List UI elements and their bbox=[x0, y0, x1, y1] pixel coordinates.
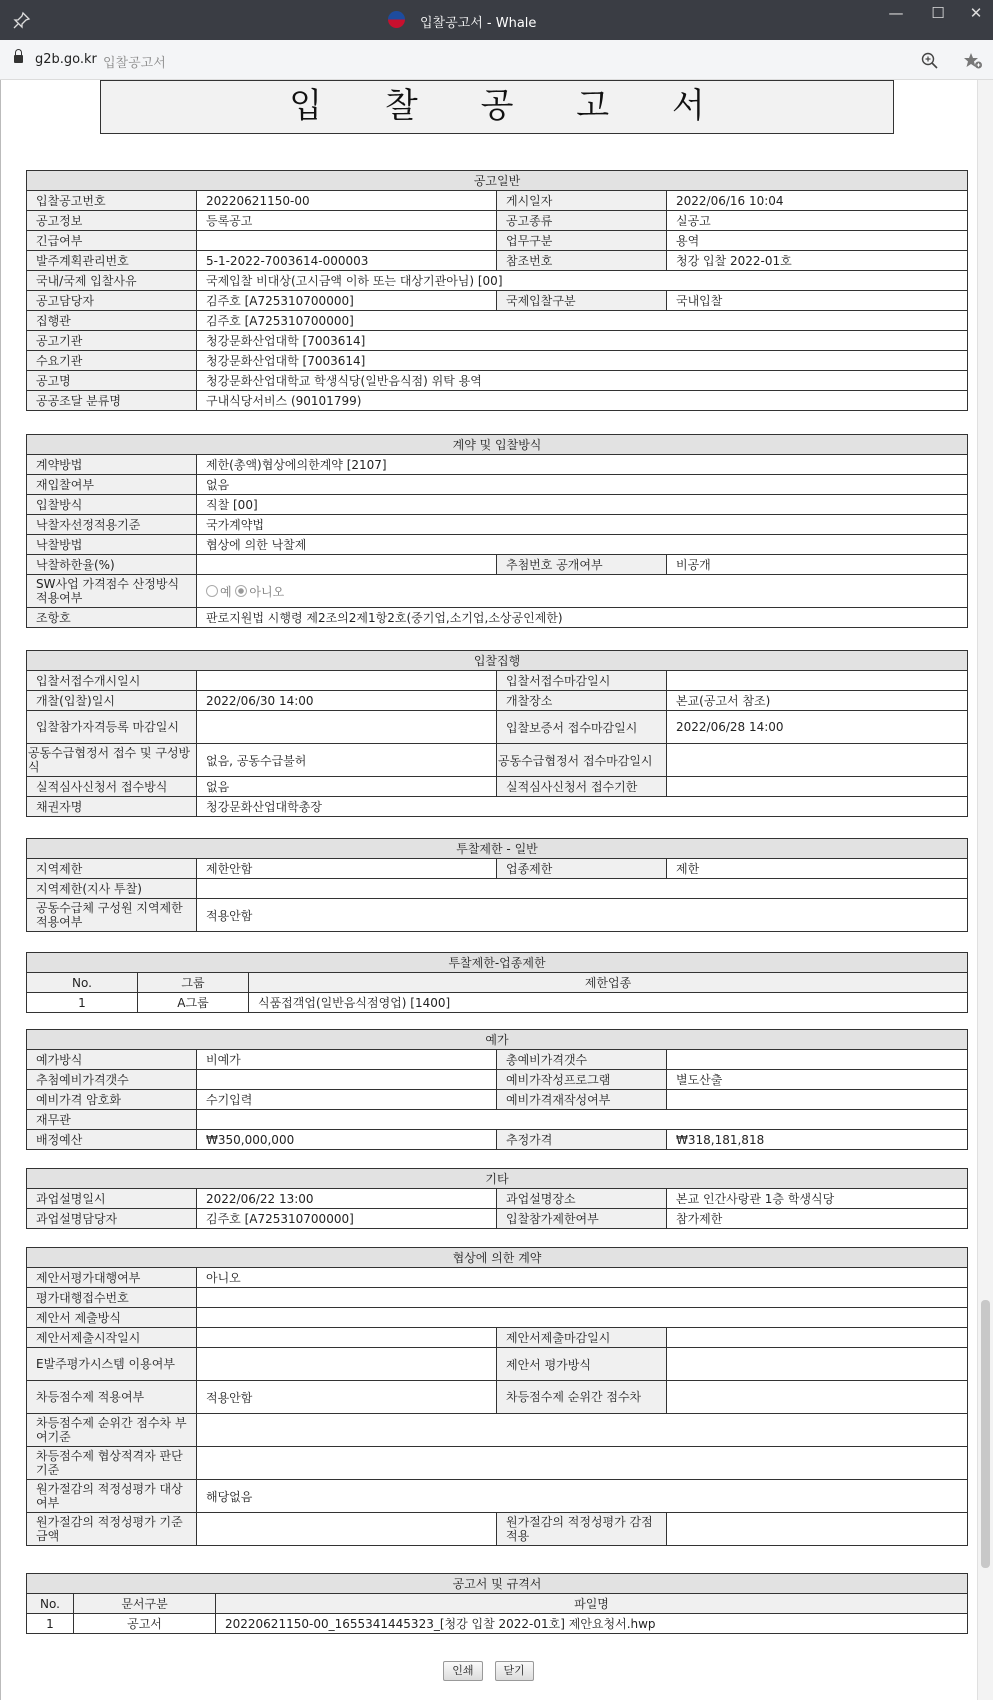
field-label: 배정예산 bbox=[27, 1130, 197, 1150]
column-header: 문서구분 bbox=[74, 1594, 216, 1614]
jv-region-limit: 적용안함 bbox=[197, 899, 968, 932]
field-label: 공공조달 분류명 bbox=[27, 391, 197, 411]
branch-limit bbox=[197, 879, 968, 899]
performance-method: 없음 bbox=[197, 777, 497, 797]
price-section bbox=[26, 1029, 968, 1150]
award-criteria: 국가계약법 bbox=[197, 515, 968, 535]
submit-start bbox=[197, 1328, 497, 1348]
files-section bbox=[26, 1573, 968, 1634]
field-label: 추정가격 bbox=[497, 1130, 667, 1150]
field-label: 지역제한 bbox=[27, 859, 197, 879]
limit-section bbox=[26, 838, 968, 932]
field-label: 공고정보 bbox=[27, 211, 197, 231]
open-place: 본교(공고서 참조) bbox=[667, 691, 968, 711]
field-label: 지역제한(지사 투찰) bbox=[27, 879, 197, 899]
field-label: 원가절감의 적정성평가 기준금액 bbox=[27, 1513, 197, 1546]
price-rewrite bbox=[667, 1090, 968, 1110]
field-label: 예비가격 암호화 bbox=[27, 1090, 197, 1110]
field-label: 입찰방식 bbox=[27, 495, 197, 515]
field-label: 채권자명 bbox=[27, 797, 197, 817]
radio-yes-label: 예 bbox=[220, 584, 232, 599]
cost-penalty bbox=[667, 1513, 968, 1546]
price-method: 비예가 bbox=[197, 1050, 497, 1070]
field-label: 입찰보증서 접수마감일시 bbox=[497, 711, 667, 744]
field-label: 공고담당자 bbox=[27, 291, 197, 311]
field-label: 예비가작성프로그램 bbox=[497, 1070, 667, 1090]
table-row bbox=[27, 993, 968, 1013]
award-method: 협상에 의한 낙찰제 bbox=[197, 535, 968, 555]
price-program: 별도산출 bbox=[667, 1070, 968, 1090]
field-label: 공고종류 bbox=[497, 211, 667, 231]
receipt-end bbox=[667, 671, 968, 691]
region-limit: 제한안함 bbox=[197, 859, 497, 879]
section-header: 투찰제한 - 일반 bbox=[27, 839, 968, 859]
field-label: 과업설명장소 bbox=[497, 1189, 667, 1209]
briefing-place: 본교 인간사랑관 1층 학생식당 bbox=[667, 1189, 968, 1209]
field-label: 개찰장소 bbox=[497, 691, 667, 711]
section-header: 공고일반 bbox=[27, 171, 968, 191]
rebid-flag: 없음 bbox=[197, 475, 968, 495]
column-header: No. bbox=[27, 1594, 74, 1614]
pin-icon[interactable] bbox=[12, 10, 32, 30]
budget: ₩350,000,000 bbox=[197, 1130, 497, 1150]
draw-prices bbox=[197, 1070, 497, 1090]
field-label: 집행관 bbox=[27, 311, 197, 331]
bid-number: 20220621150-00 bbox=[197, 191, 497, 211]
demand-org: 청강문화산업대학 [7003614] bbox=[197, 351, 968, 371]
notice-name: 청강문화산업대학교 학생식당(일반음식점) 위탁 용역 bbox=[197, 371, 968, 391]
jv-deadline bbox=[667, 744, 968, 777]
row-group: A그룹 bbox=[138, 993, 249, 1013]
diff-score: 적용안함 bbox=[197, 1381, 497, 1414]
section-header: 예가 bbox=[27, 1030, 968, 1050]
section-header: 공고서 및 규격서 bbox=[27, 1574, 968, 1594]
field-label: 제안서평가대행여부 bbox=[27, 1268, 197, 1288]
field-label: 업무구분 bbox=[497, 231, 667, 251]
field-label: 조항호 bbox=[27, 608, 197, 628]
participation-limit: 참가제한 bbox=[667, 1209, 968, 1229]
favorites-star-icon[interactable] bbox=[963, 52, 983, 70]
intl-reason: 국제입찰 비대상(고시금액 이하 또는 대상기관아님) [00] bbox=[197, 271, 968, 291]
receipt-start bbox=[197, 671, 497, 691]
site-favicon-icon bbox=[388, 11, 405, 28]
row-no: 1 bbox=[27, 993, 138, 1013]
window-title: 입찰공고서 - Whale bbox=[420, 16, 537, 31]
field-label: 제안서 제출방식 bbox=[27, 1308, 197, 1328]
field-label: 참조번호 bbox=[497, 251, 667, 271]
e-system bbox=[197, 1348, 497, 1381]
plan-number: 5-1-2022-7003614-000003 bbox=[197, 251, 497, 271]
field-label: 추첨예비가격갯수 bbox=[27, 1070, 197, 1090]
field-label: 낙찰하한율(%) bbox=[27, 555, 197, 575]
judge-rule bbox=[197, 1447, 968, 1480]
submit-method bbox=[197, 1308, 968, 1328]
registration-deadline bbox=[197, 711, 497, 744]
field-label: 개찰(입찰)일시 bbox=[27, 691, 197, 711]
column-header: 제한업종 bbox=[249, 973, 968, 993]
field-label: 총예비가격갯수 bbox=[497, 1050, 667, 1070]
field-label: 재입찰여부 bbox=[27, 475, 197, 495]
general-section bbox=[26, 170, 968, 411]
row-no: 1 bbox=[27, 1614, 74, 1634]
executor: 김주호 [A725310700000] bbox=[197, 311, 968, 331]
column-header: 파일명 bbox=[216, 1594, 968, 1614]
scrollbar-thumb[interactable] bbox=[981, 1300, 990, 1568]
procurement-class: 구내식당서비스 (90101799) bbox=[197, 391, 968, 411]
contract-section bbox=[26, 434, 968, 628]
table-row bbox=[27, 1614, 968, 1634]
field-label: 차등점수제 협상적격자 판단기준 bbox=[27, 1447, 197, 1480]
field-label: 실적심사신청서 접수기한 bbox=[497, 777, 667, 797]
radio-no-label: 아니오 bbox=[249, 584, 285, 599]
field-label: 원가절감의 적정성평가 대상여부 bbox=[27, 1480, 197, 1513]
column-header: No. bbox=[27, 973, 138, 993]
field-label: 평가대행접수번호 bbox=[27, 1288, 197, 1308]
field-label: 공동수급협정서 접수 및 구성방식 bbox=[27, 744, 197, 777]
intl-type: 국내입찰 bbox=[667, 291, 968, 311]
bond-deadline: 2022/06/28 14:00 bbox=[667, 711, 968, 744]
lower-rate bbox=[197, 555, 497, 575]
section-header: 기타 bbox=[27, 1169, 968, 1189]
section-header: 투찰제한-업종제한 bbox=[27, 953, 968, 973]
briefing-datetime: 2022/06/22 13:00 bbox=[197, 1189, 497, 1209]
row-file-link[interactable]: 20220621150-00_1655341445323_[청강 입찰 2022-01호] 제안요청서.hwp bbox=[216, 1614, 968, 1634]
field-label: 게시일자 bbox=[497, 191, 667, 211]
field-label: 입찰참가자격등록 마감일시 bbox=[27, 711, 197, 744]
contract-method: 제한(총액)협상에의한계약 [2107] bbox=[197, 455, 968, 475]
field-label: 공고기관 bbox=[27, 331, 197, 351]
field-label: 입찰서접수개시일시 bbox=[27, 671, 197, 691]
industry-limit: 제한 bbox=[667, 859, 968, 879]
address-page-title: 입찰공고서 bbox=[103, 56, 166, 71]
window-titlebar bbox=[0, 0, 993, 40]
address-host[interactable]: g2b.go.kr bbox=[35, 52, 97, 67]
field-label: 낙찰방법 bbox=[27, 535, 197, 555]
cost-amount bbox=[197, 1513, 497, 1546]
field-label: 입찰공고번호 bbox=[27, 191, 197, 211]
field-label: 입찰서접수마감일시 bbox=[497, 671, 667, 691]
close-window-button[interactable]: ✕ bbox=[969, 4, 983, 22]
field-label: 제안서 평가방식 bbox=[497, 1348, 667, 1381]
business-type: 용역 bbox=[667, 231, 968, 251]
field-label: 계약방법 bbox=[27, 455, 197, 475]
field-label: 공동수급체 구성원 지역제한 적용여부 bbox=[27, 899, 197, 932]
creditor-name: 청강문화산업대학총장 bbox=[197, 797, 968, 817]
field-label: 수요기관 bbox=[27, 351, 197, 371]
score-gap bbox=[667, 1381, 968, 1414]
field-label: 낙찰자선정적용기준 bbox=[27, 515, 197, 535]
bid-method: 직찰 [00] bbox=[197, 495, 968, 515]
field-label: 발주계획관리번호 bbox=[27, 251, 197, 271]
open-datetime: 2022/06/30 14:00 bbox=[197, 691, 497, 711]
print-button[interactable]: 인쇄 bbox=[443, 1661, 482, 1681]
radio-yes[interactable] bbox=[206, 585, 218, 597]
field-label: SW사업 가격점수 산정방식 적용여부 bbox=[27, 575, 197, 608]
row-doc-type: 공고서 bbox=[74, 1614, 216, 1634]
field-label: 차등점수제 순위간 점수차 bbox=[497, 1381, 667, 1414]
field-label: 공고명 bbox=[27, 371, 197, 391]
close-button[interactable]: 닫기 bbox=[495, 1661, 534, 1681]
field-label: 재무관 bbox=[27, 1110, 197, 1130]
total-prices bbox=[667, 1050, 968, 1070]
column-header: 그룹 bbox=[138, 973, 249, 993]
field-label: 제안서제출마감일시 bbox=[497, 1328, 667, 1348]
notice-kind: 실공고 bbox=[667, 211, 968, 231]
field-label: 과업설명일시 bbox=[27, 1189, 197, 1209]
notice-staff: 김주호 [A725310700000] bbox=[197, 291, 497, 311]
field-label: 공동수급협정서 접수마감일시 bbox=[497, 744, 667, 777]
field-label: 입찰참가제한여부 bbox=[497, 1209, 667, 1229]
eval-agent: 아니오 bbox=[197, 1268, 968, 1288]
price-encryption: 수기입력 bbox=[197, 1090, 497, 1110]
execution-section bbox=[26, 650, 968, 817]
section-header: 입찰집행 bbox=[27, 651, 968, 671]
field-label: 국내/국제 입찰사유 bbox=[27, 271, 197, 291]
clause: 판로지원법 시행령 제2조의2제1항2호(중기업,소기업,소상공인제한) bbox=[197, 608, 968, 628]
gap-rule bbox=[197, 1414, 968, 1447]
submit-end bbox=[667, 1328, 968, 1348]
section-header: 계약 및 입찰방식 bbox=[27, 435, 968, 455]
field-label: 국제입찰구분 bbox=[497, 291, 667, 311]
industry-limit-section bbox=[26, 952, 968, 1013]
field-label: E발주평가시스템 이용여부 bbox=[27, 1348, 197, 1381]
field-label: 실적심사신청서 접수방식 bbox=[27, 777, 197, 797]
eval-agent-number bbox=[197, 1288, 968, 1308]
reference-number: 청강 입찰 2022-01호 bbox=[667, 251, 968, 271]
radio-no[interactable] bbox=[235, 585, 247, 597]
estimated-price: ₩318,181,818 bbox=[667, 1130, 968, 1150]
field-label: 과업설명담당자 bbox=[27, 1209, 197, 1229]
scrollbar[interactable] bbox=[977, 80, 993, 1700]
field-label: 업종제한 bbox=[497, 859, 667, 879]
button-bar bbox=[0, 1661, 977, 1681]
negotiation-section bbox=[26, 1247, 968, 1546]
notice-info: 등록공고 bbox=[197, 211, 497, 231]
field-label: 차등점수제 적용여부 bbox=[27, 1381, 197, 1414]
urgent-flag bbox=[197, 231, 497, 251]
sw-scoring-radios bbox=[197, 575, 968, 608]
performance-deadline bbox=[667, 777, 968, 797]
field-label: 예가방식 bbox=[27, 1050, 197, 1070]
field-label: 원가절감의 적정성평가 감점적용 bbox=[497, 1513, 667, 1546]
jv-method: 없음, 공동수급불허 bbox=[197, 744, 497, 777]
field-label: 추첨번호 공개여부 bbox=[497, 555, 667, 575]
field-label: 긴급여부 bbox=[27, 231, 197, 251]
doc-title: 입 찰 공 고 서 bbox=[100, 80, 894, 134]
field-label: 차등점수제 순위간 점수차 부여기준 bbox=[27, 1414, 197, 1447]
eval-method bbox=[667, 1348, 968, 1381]
etc-section bbox=[26, 1168, 968, 1229]
lock-icon bbox=[14, 55, 23, 63]
field-label: 제안서제출시작일시 bbox=[27, 1328, 197, 1348]
notice-org: 청강문화산업대학 [7003614] bbox=[197, 331, 968, 351]
minimize-button[interactable]: — bbox=[888, 4, 904, 22]
cost-eval: 해당없음 bbox=[197, 1480, 968, 1513]
lottery-disclosure: 비공개 bbox=[667, 555, 968, 575]
row-industry: 식품접객업(일반음식점영업) [1400] bbox=[249, 993, 968, 1013]
post-date: 2022/06/16 10:04 bbox=[667, 191, 968, 211]
maximize-button[interactable]: ☐ bbox=[931, 4, 945, 22]
finance-officer bbox=[197, 1110, 968, 1130]
field-label: 예비가격재작성여부 bbox=[497, 1090, 667, 1110]
briefing-staff: 김주호 [A725310700000] bbox=[197, 1209, 497, 1229]
zoom-icon[interactable] bbox=[921, 52, 939, 70]
address-bar[interactable] bbox=[0, 40, 993, 80]
section-header: 협상에 의한 계약 bbox=[27, 1248, 968, 1268]
